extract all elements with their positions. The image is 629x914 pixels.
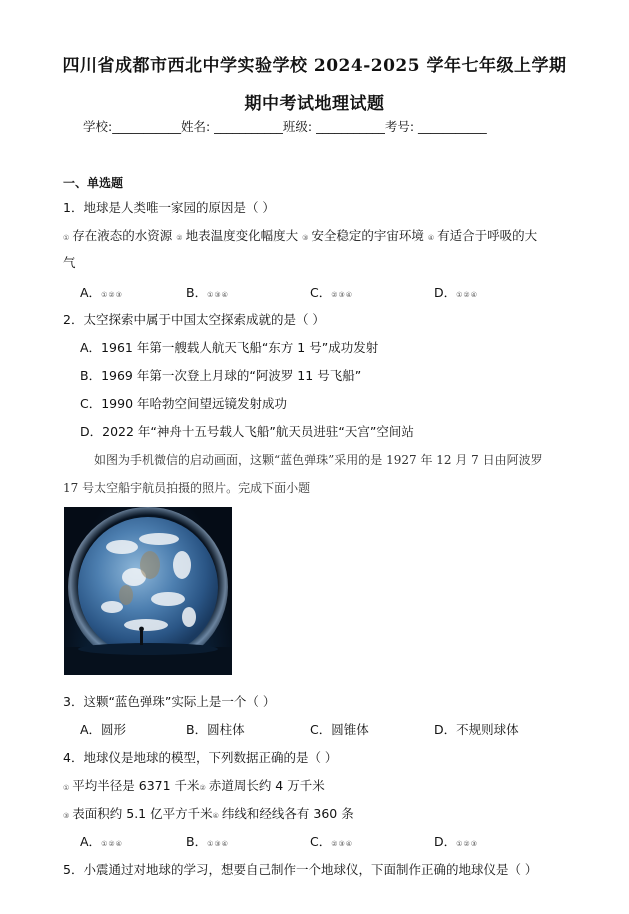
q1-item-text: 有适合于呼吸的大 (437, 228, 538, 243)
q4-item-text: 表面积约 5.1 亿平方千米 (72, 806, 213, 821)
q2-option-b: B．1969 年第一次登上月球的“阿波罗 11 号飞船” (80, 368, 362, 383)
q3-option-c: C．圆锥体 (310, 722, 369, 737)
earth-illustration (64, 507, 232, 675)
q4-statements-row2 (63, 804, 354, 822)
q1-stem: 1．地球是人类唯一家园的原因是（ ） (63, 200, 275, 215)
earth-photo (64, 507, 232, 675)
passage-line2: 17 号太空船宇航员拍摄的照片。完成下面小题 (63, 481, 311, 495)
q1-option-d: D．①②④ (434, 285, 478, 300)
q1-item-mark: ④ (427, 234, 435, 242)
document-title-line1: 四川省成都市西北中学实验学校 2024-2025 学年七年级上学期 (62, 56, 567, 76)
q1-item-text: 安全稳定的宇宙环境 (311, 228, 424, 243)
passage-line1: 如图为手机微信的启动画面，这颗“蓝色弹珠”采用的是 1927 年 12 月 7 日由阿波罗 (94, 453, 543, 467)
q1-option-c: C．②③④ (310, 285, 354, 300)
q1-option-b: B．①③④ (186, 285, 229, 300)
q3-option-d: D．不规则球体 (434, 722, 519, 737)
q4-item-mark: ① (63, 784, 70, 792)
q4-item-text: 赤道周长约 4 万千米 (208, 778, 325, 793)
q1-item-mark: ② (176, 234, 183, 242)
q2-stem: 2．太空探索中属于中国太空探索成就的是（ ） (63, 312, 325, 327)
q4-statements-row1 (63, 776, 325, 794)
q4-item-text: 平均半径是 6371 千米 (72, 778, 200, 793)
q2-option-a: A．1961 年第一艘载人航天飞船“东方 1 号”成功发射 (80, 340, 379, 355)
q2-option-d: D．2022 年“神舟十五号载人飞船”航天员进驻“天宫”空间站 (80, 424, 414, 439)
q2-option-c: C．1990 年哈勃空间望远镜发射成功 (80, 396, 288, 411)
q5-stem: 5．小震通过对地球的学习，想要自己制作一个地球仪，下面制作正确的地球仪是（ ） (63, 862, 538, 877)
q1-option-a: A．①②③ (80, 285, 123, 300)
q1-item-text: 地表温度变化幅度大 (185, 228, 299, 243)
q4-option-b: B．①③④ (186, 834, 229, 849)
q4-option-c: C．②③④ (310, 834, 354, 849)
q1-item-mark: ③ (302, 234, 309, 242)
q4-option-d: D．①②③ (434, 834, 478, 849)
q4-item-mark: ③ (63, 812, 70, 820)
q3-option-a: A．圆形 (80, 722, 127, 737)
q3-stem: 3．这颗“蓝色弹珠”实际上是一个（ ） (63, 694, 276, 709)
section-heading: 一、单选题 (63, 176, 124, 190)
document-title-line2: 期中考试地理试题 (244, 94, 385, 114)
q1-statements (63, 226, 537, 244)
q1-item-text: 存在液态的水资源 (72, 228, 173, 243)
q4-stem: 4．地球仪是地球的模型，下列数据正确的是（ ） (63, 750, 338, 765)
q1-statement-continuation: 气 (63, 255, 76, 270)
q3-option-b: B．圆柱体 (186, 722, 245, 737)
q4-item-text: 纬线和经线各有 360 条 (221, 806, 354, 821)
q4-item-mark: ④ (212, 812, 219, 820)
q1-item-mark: ① (63, 234, 70, 242)
student-info-line: 学校:___________姓名: ___________班级: ___________考号: ___________ (83, 119, 487, 134)
q4-item-mark: ② (199, 784, 206, 792)
q4-option-a: A．①②④ (80, 834, 123, 849)
